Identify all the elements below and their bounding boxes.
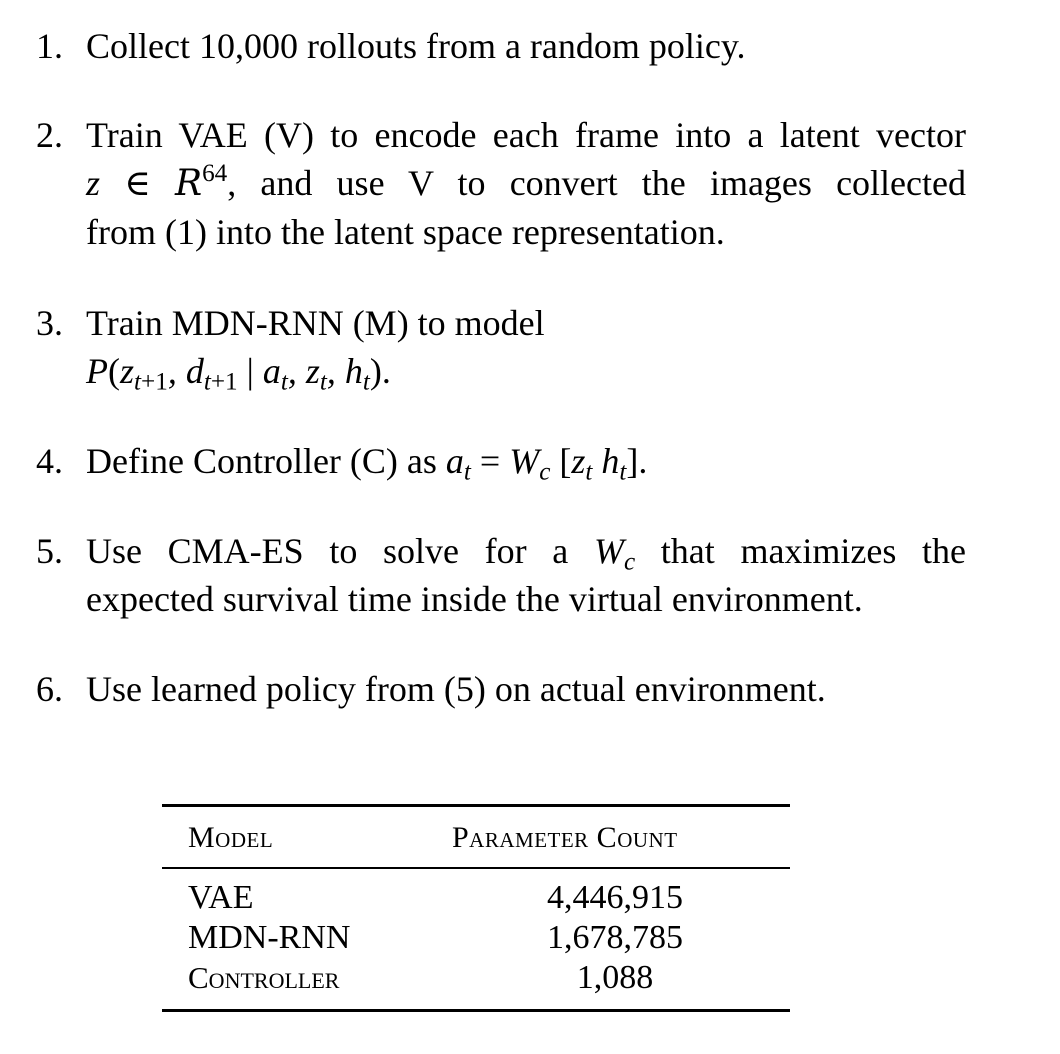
step-text-line	[86, 527, 966, 575]
step-text: Collect 10,000 rollouts from a random policy.	[86, 26, 746, 66]
step-text-segment: Use CMA-ES to solve for a	[86, 531, 569, 571]
row-parameter-count: 1,678,785	[547, 919, 683, 956]
math-mdn-distribution: $P(z_{t+1}$, $d_{t+1}$ | $a_t$, $z_t$, $h_t$).	[86, 351, 391, 396]
row-model-name: VAE	[188, 879, 254, 916]
step-number: 6.	[36, 669, 63, 709]
header-model: Model	[188, 821, 274, 854]
step-text-segment: Define Controller (C) as	[86, 441, 437, 481]
row-parameter-count: 4,446,915	[547, 879, 683, 916]
step-text-line: expected survival time inside the virtual environment.	[86, 579, 863, 619]
step-text-line	[86, 437, 966, 485]
step-number: 5.	[36, 531, 63, 571]
step-text-line: from (1) into the latent space representation.	[86, 212, 725, 252]
step-text-segment: that maximizes the	[660, 531, 967, 571]
step-text: Use learned policy from (5) on actual environment.	[86, 669, 826, 709]
math-wc: $W_c$	[593, 531, 636, 576]
step-number: 3.	[36, 303, 63, 343]
step-number: 1.	[36, 26, 63, 66]
row-model-name: MDN-RNN	[188, 919, 351, 956]
step-text-segment: , and use V to convert the images collected	[227, 163, 966, 203]
header-parameter-count: Parameter Count	[452, 821, 678, 854]
math-z-in-r64: z ∈ $R^{64}$	[86, 160, 228, 204]
step-text-line: Train MDN-RNN (M) to model	[86, 303, 545, 343]
row-model-name: Controller	[188, 960, 340, 995]
step-number: 4.	[36, 441, 63, 481]
row-parameter-count: 1,088	[576, 959, 654, 996]
table-top-rule	[162, 804, 790, 807]
math-controller-def: $a_t = W_c$ [$z_t$ $h_t$].	[445, 441, 648, 486]
parameter-table	[162, 804, 790, 1016]
step-text-line	[86, 159, 966, 208]
step-text-line: Train VAE (V) to encode each frame into a latent vector	[86, 115, 966, 155]
table-header-rule	[162, 867, 790, 869]
table-bottom-rule	[162, 1009, 790, 1012]
step-number: 2.	[36, 115, 63, 155]
